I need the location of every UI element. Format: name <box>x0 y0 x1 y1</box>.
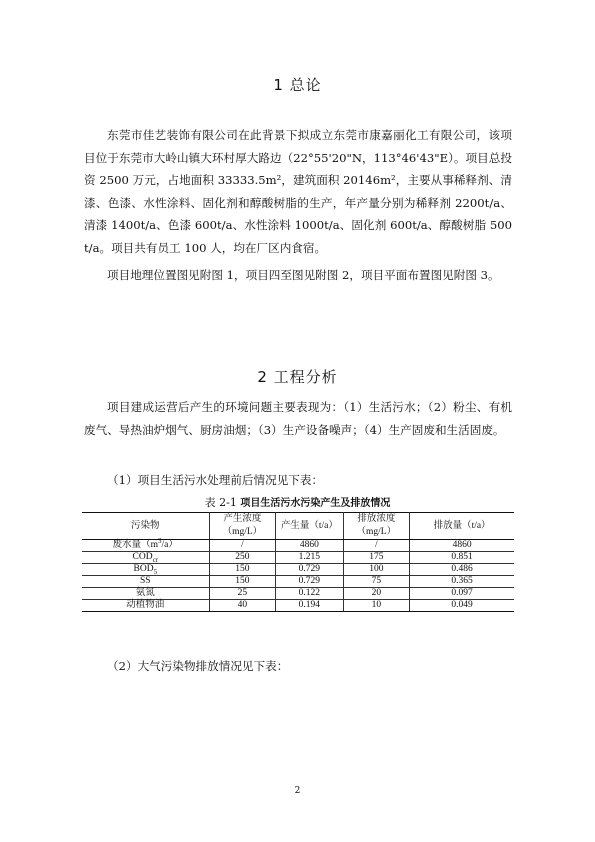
pollutant-name-tail: /a） <box>161 540 178 550</box>
cell-pollutant: 氨氮 <box>82 588 209 600</box>
cell-pollutant <box>82 536 209 552</box>
cell-dis-amount: 0.486 <box>410 564 514 576</box>
header-dis-conc-line1: 排放浓度 <box>357 514 396 524</box>
cell-dis-conc: 10 <box>343 600 410 612</box>
section-2-title: 2 工程分析 <box>257 368 338 386</box>
cell-gen-conc: 250 <box>209 552 276 564</box>
cell-gen-amount: 4860 <box>276 540 343 552</box>
cell-gen-conc: / <box>209 540 276 552</box>
header-generation-concentration <box>209 513 276 540</box>
cell-pollutant: 动植物油 <box>82 600 209 612</box>
table-caption-title: 项目生活污水污染产生及排放情况 <box>240 498 391 509</box>
header-pollutant: 污染物 <box>82 513 209 540</box>
table-row <box>82 540 514 552</box>
cell-dis-conc: 75 <box>343 576 410 588</box>
section-2-paragraph-3: （2）大气污染物排放情况见下表： <box>107 659 289 673</box>
header-discharge-concentration <box>343 513 410 540</box>
cell-pollutant <box>82 552 209 564</box>
page-number: 2 <box>294 786 301 796</box>
table-caption-number: 表 2-1 <box>204 496 237 509</box>
header-gen-conc-line2: （mg/L） <box>222 527 263 537</box>
cell-gen-conc: 150 <box>209 564 276 576</box>
cell-gen-amount: 0.729 <box>276 576 343 588</box>
cell-dis-conc: 20 <box>343 588 410 600</box>
section-2-paragraph-2: （1）项目生活污水处理前后情况见下表： <box>107 473 324 487</box>
cell-dis-conc: 100 <box>343 564 410 576</box>
cell-dis-amount: 4860 <box>410 540 514 552</box>
table-row <box>82 552 514 564</box>
cell-gen-amount: 0.194 <box>276 600 343 612</box>
pollutant-subscript: cr <box>152 555 159 564</box>
pollutant-name: BOD <box>133 564 154 574</box>
cell-gen-amount: 0.122 <box>276 588 343 600</box>
header-dis-conc-line2: （mg/L） <box>356 527 397 537</box>
cell-dis-amount: 0.851 <box>410 552 514 564</box>
wastewater-table <box>82 512 514 612</box>
table-row <box>82 576 514 588</box>
header-generation-amount: 产生量（t/a） <box>276 513 343 540</box>
section-1-paragraph-2: 项目地理位置图见附图 1，项目四至图见附图 2，项目平面布置图见附图 3。 <box>107 268 500 282</box>
table-header-row <box>82 513 514 540</box>
header-gen-conc-line1: 产生浓度 <box>223 514 262 524</box>
cell-pollutant <box>82 564 209 576</box>
pollutant-subscript: 5 <box>153 567 158 576</box>
table-caption <box>0 494 595 510</box>
table-row <box>82 600 514 612</box>
pollutant-superscript: 3 <box>158 536 162 545</box>
cell-dis-amount: 0.365 <box>410 576 514 588</box>
section-2-paragraph-1: 项目建成运营后产生的环境问题主要表现为：（1）生活污水；（2）粉尘、有机废气、导热油炉烟气、厨房油烟；（3）生产设备噪声；（4）生产固废和生活固废。 <box>84 400 512 437</box>
cell-gen-conc: 150 <box>209 576 276 588</box>
cell-dis-amount: 0.097 <box>410 588 514 600</box>
pollutant-name: 废水量（m <box>112 540 159 550</box>
cell-gen-amount: 0.729 <box>276 564 343 576</box>
section-1-paragraph-1: 东莞市佳艺装饰有限公司在此背景下拟成立东莞市康嘉丽化工有限公司，该项目位于东莞市大岭山镇大环村厚大路边（22°55'20"N，113°46'43"E）。项目总投资 2500 万元，占地面积 33333.5m²，建筑面积 20146m²，主要从事稀释剂、清漆、色漆、水性涂料、固化剂和醇酸树脂的生产，年产量分别为稀释剂 2200t/a、清漆 1400t/a、色漆 600t/a、水性涂料 1000t/a、固化剂 600t/a、醇酸树脂 500 t/a。项目共有员工 100 人，均在厂区内食宿。 <box>84 128 512 255</box>
cell-dis-conc: / <box>343 540 410 552</box>
cell-gen-conc: 40 <box>209 600 276 612</box>
cell-dis-amount: 0.049 <box>410 600 514 612</box>
cell-pollutant: SS <box>82 576 209 588</box>
table-row <box>82 564 514 576</box>
header-discharge-amount: 排放量（t/a） <box>410 513 514 540</box>
cell-gen-amount: 1.215 <box>276 552 343 564</box>
cell-dis-conc: 175 <box>343 552 410 564</box>
table-row <box>82 588 514 600</box>
cell-gen-conc: 25 <box>209 588 276 600</box>
pollutant-name: COD <box>132 552 153 562</box>
section-1-title: 1 总论 <box>273 76 322 94</box>
